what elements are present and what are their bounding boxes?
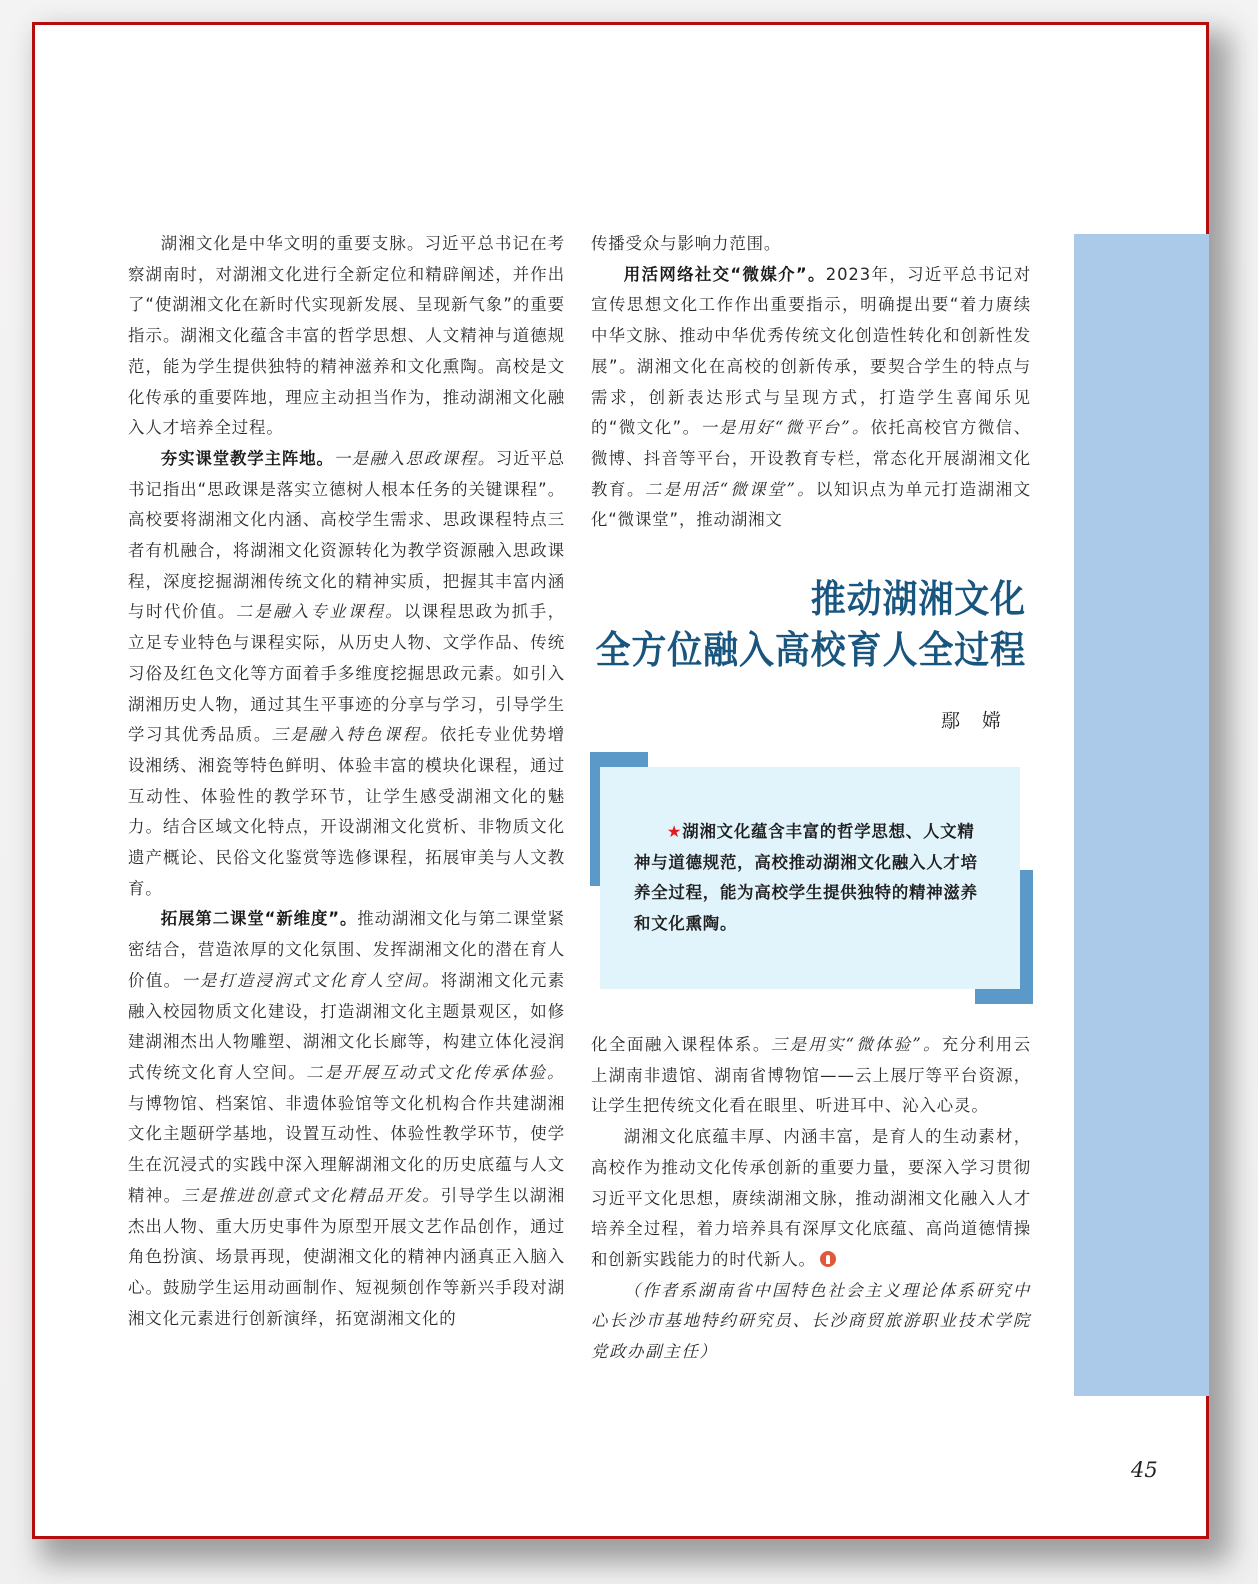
subpoint-label: 三是用实“微体验”。 — [770, 1035, 942, 1054]
subpoint-label: 二是用活“微课堂”。 — [644, 479, 816, 499]
right-column-top — [591, 229, 1031, 536]
magazine-page — [32, 22, 1209, 1539]
article-title-line-1: 推动湖湘文化 — [810, 576, 1026, 621]
section-second-classroom-paragraph: 拓展第二课堂“新维度”。推动湖湘文化与第二课堂紧密结合，营造浓厚的文化氛围、发挥湖湘文化的潜在育人价值。一是打造浸润式文化育人空间。将湖湘文化元素融入校园物质文化建设，打造湖湘文化主题景观区，如修建湖湘杰出人物雕塑、湖湘文化长廊等，构建立体化浸润式传统文化育人空间。二是开展互动式文化传承体验。与博物馆、档案馆、非遗体验馆等文化机构合作共建湖湘文化主题研学基地，设置互动性、体验性教学环节，使学生在沉浸式的实践中深入理解湖湘文化的历史底蕴与人文精神。三是推进创意式文化精品开发。引导学生以湖湘杰出人物、重大历史事件为原型开展文艺作品创作，通过角色扮演、场景再现，使湖湘文化的精神内涵真正入脑入心。鼓励学生运用动画制作、短视频创作等新兴手段对湖湘文化元素进行创新演绎，拓宽湖湘文化的 — [128, 909, 565, 1328]
section-heading-second-classroom: 拓展第二课堂“新维度”。 — [160, 909, 358, 929]
left-column — [128, 229, 565, 1334]
author-name: 鄢嫦 — [940, 710, 1023, 732]
subpoint-label: 一是打造浸润式文化育人空间。 — [181, 970, 441, 990]
subpoint-label: 三是融入特色课程。 — [271, 725, 440, 745]
author-note: （作者系湖南省中国特色社会主义理论体系研究中心长沙市基地特约研究员、长沙商贸旅游职业技术学院党政办副主任） — [591, 1280, 1031, 1362]
subpoint-label: 二是开展互动式文化传承体验。 — [306, 1062, 565, 1082]
article-title — [595, 573, 1026, 675]
continuation-text: 传播受众与影响力范围。 — [591, 234, 782, 253]
page-number: 45 — [1131, 1458, 1158, 1482]
subpoint-label: 二是融入专业课程。 — [235, 602, 404, 622]
star-icon: ★ — [666, 822, 683, 841]
subpoint-label: 三是推进创意式文化精品开发。 — [181, 1185, 441, 1205]
continuation-paragraph: 化全面融入课程体系。三是用实“微体验”。充分利用云上湖南非遗馆、湖南省博物馆——云上展厅等平台资源，让学生把传统文化看在眼里、听进耳中、沁入心灵。 — [591, 1035, 1032, 1116]
right-column-bottom — [591, 1030, 1031, 1368]
section-classroom-paragraph: 夯实课堂教学主阵地。一是融入思政课程。习近平总书记指出“思政课是落实立德树人根本任务的关键课程”。高校要将湖湘文化内涵、高校学生需求、思政课程特点三者有机融合，将湖湘文化资源转化为教学资源融入思政课程，深度挖掘湖湘传统文化的精神实质，把握其丰富内涵与时代价值。二是融入专业课程。以课程思政为抓手，立足专业特色与课程实际，从历史人物、文学作品、传统习俗及红色文化等方面着手多维度挖掘思政元素。如引入湖湘历史人物，通过其生平事迹的分享与学习，引导学生学习其优秀品质。三是融入特色课程。依托专业优势增设湘绣、湘瓷等特色鲜明、体验丰富的模块化课程，通过互动性、体验性的教学环节，让学生感受湖湘文化的魅力。结合区域文化特点，开设湖湘文化赏析、非物质文化遗产概论、民俗文化鉴赏等选修课程，拓展审美与人文教育。 — [128, 448, 565, 898]
conclusion-paragraph: 湖湘文化底蕴丰厚、内涵丰富，是育人的生动素材，高校作为推动文化传承创新的重要力量，要深入学习贯彻习近平文化思想，赓续湖湘文脉，推动湖湘文化融入人才培养全过程，着力培养具有深厚文化底蕴、高尚道德情操和创新实践能力的时代新人。 — [591, 1127, 1031, 1269]
subpoint-label: 一是融入思政课程。 — [333, 448, 496, 468]
section-micro-media-paragraph: 用活网络社交“微媒介”。2023年，习近平总书记对宣传思想文化工作作出重要指示，明确提出要“着力赓续中华文脉、推动中华优秀传统文化创造性转化和创新性发展”。湖湘文化在高校的创新传承，要契合学生的特点与需求，创新表达形式与呈现方式，打造学生喜闻乐见的“微文化”。一是用好“微平台”。依托高校官方微信、微博、抖音等平台，开设教育专栏，常态化开展湖湘文化教育。二是用活“微课堂”。以知识点为单元打造湖湘文化“微课堂”，推动湖湘文 — [591, 264, 1031, 530]
pull-quote-text: 湖湘文化蕴含丰富的哲学思想、人文精神与道德规范，高校推动湖湘文化融入人才培养全过程，能为高校学生提供独特的精神滋养和文化熏陶。 — [634, 822, 978, 934]
section-heading-micro-media: 用活网络社交“微媒介”。 — [623, 264, 826, 284]
article-title-line-2: 全方位融入高校育人全过程 — [595, 627, 1026, 672]
pull-quote — [600, 767, 1020, 989]
subpoint-label: 一是用好“微平台”。 — [700, 418, 871, 438]
article-end-mark-icon — [820, 1251, 836, 1267]
intro-paragraph: 湖湘文化是中华文明的重要支脉。习近平总书记在考察湖南时，对湖湘文化进行全新定位和精辟阐述，并作出了“使湖湘文化在新时代实现新发展、呈现新气象”的重要指示。湖湘文化蕴含丰富的哲学思想、人文精神与道德规范，能为学生提供独特的精神滋养和文化熏陶。高校是文化传承的重要阵地，理应主动担当作为，推动湖湘文化融入人才培养全过程。 — [128, 234, 565, 438]
section-heading-classroom: 夯实课堂教学主阵地。 — [160, 448, 334, 468]
decorative-side-bar — [1074, 234, 1209, 1396]
